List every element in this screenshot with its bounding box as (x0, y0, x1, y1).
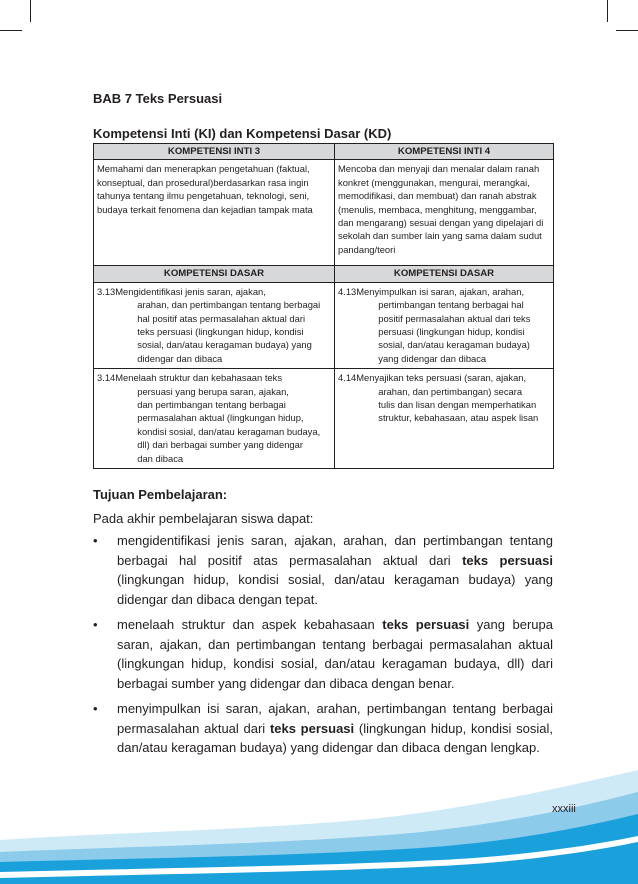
kd-line: kondisi sosial, dan/atau keragaman budaya, (137, 425, 321, 437)
ki3-header: KOMPETENSI INTI 3 (94, 144, 335, 160)
kd-line: sosial, dan/atau keragaman budaya) yang (137, 339, 312, 351)
kd-line: Menyajikan teks persuasi (saran, ajakan, (356, 372, 527, 384)
kd-line: dll) dari berbagai sumber yang didengar (137, 439, 303, 451)
kd-line: persuasi (lingkungan hidup, kondisi (378, 326, 525, 338)
kd-left-header: KOMPETENSI DASAR (94, 266, 335, 282)
kd-line: Menelaah struktur dan kebahasaan teks (115, 372, 283, 384)
emphasis: teks persuasi (382, 617, 470, 632)
kd-right-header: KOMPETENSI DASAR (335, 266, 554, 282)
chapter-title: BAB 7 Teks Persuasi (93, 91, 223, 106)
list-item: • mengidentifikasi jenis saran, ajakan, arahan, dan pertimbangan tentang berbagai hal positif atas permasalahan aktual dari teks persuasi (lingkungan hidup, kondisi sosial, dan/atau keragaman budaya) yang didengar dan dibaca dengan tepat. (93, 533, 553, 607)
crop-mark (0, 30, 22, 31)
learning-goals-title: Tujuan Pembelajaran: (93, 487, 228, 502)
kd-line: dan pertimbangan tentang berbagai (137, 399, 286, 411)
kd-line: arahan, dan pertimbangan) secara (378, 385, 523, 397)
kd-line: hal positif atas permasalahan aktual dari (137, 312, 306, 324)
kd-line: permasalahan aktual (lingkungan hidup, (137, 412, 304, 424)
kd-number: 3.13 (97, 285, 116, 297)
kd-header-row (94, 266, 554, 282)
bullet-icon: • (93, 617, 98, 632)
kd-line: dan dibaca (137, 452, 184, 464)
ki4-text: Mencoba dan menyaji dan menalar dalam ranah konkret (menggunakan, mengurai, merangkai, memodifikasi, dan membuat) dan ranah abstrak (menulis, membaca, menghitung, menggambar, dan mengarang) sesuai dengan yang dipelajari di sekolah dan sumber lain yang sama dalam sudut pandang/teori (335, 160, 554, 266)
kd-item (338, 371, 550, 425)
kd-row (94, 369, 554, 469)
kd-line: tulis dan lisan dengan memperhatikan (378, 399, 537, 411)
crop-mark (30, 0, 31, 22)
section-title: Kompetensi Inti (KI) dan Kompetensi Dasar (KD) (93, 126, 392, 141)
kd-line: didengar dan dibaca (137, 352, 223, 364)
kd-line: teks persuasi (lingkungan hidup, kondisi (137, 326, 304, 338)
bullet-icon: • (93, 701, 98, 716)
kd-line: yang didengar dan dibaca (378, 352, 487, 364)
ki-content-row (94, 160, 554, 266)
kd-number: 4.14 (338, 372, 357, 384)
kd-line: Mengidentifikasi jenis saran, ajakan, (115, 285, 266, 297)
kd-line: Menyimpulkan isi saran, ajakan, arahan, (356, 285, 525, 297)
list-item: • menyimpulkan isi saran, ajakan, arahan, pertimbangan tentang berbagai permasalahan aktual dari teks persuasi (lingkungan hidup, kondisi sosial, dan/atau keragaman budaya) yang didengar dan dibaca dengan lengkap. (93, 701, 553, 755)
bullet-icon: • (93, 533, 98, 548)
list-item: • menelaah struktur dan aspek kebahasaan teks persuasi yang berupa saran, ajakan, dan pertimbangan tentang berbagai permasalahan aktual (lingkungan hidup, kondisi sosial, dan/atau keragaman budaya, dll) dari berbagai sumber yang didengar dan dibaca dengan benar. (93, 617, 553, 691)
learning-goals-list (93, 531, 553, 764)
crop-mark (616, 30, 638, 31)
ki3-text: Memahami dan menerapkan pengetahuan (faktual, konseptual, dan prosedural)berdasarkan rasa ingin tahunya tentang ilmu pengetahuan, teknologi, seni, budaya terkait fenomena dan kejadian tampak mata (94, 160, 335, 266)
kd-number: 4.13 (338, 285, 357, 297)
kd-line: persuasi yang berupa saran, ajakan, (137, 385, 289, 397)
ki4-header: KOMPETENSI INTI 4 (335, 144, 554, 160)
crop-mark (607, 0, 608, 22)
kd-line: struktur, kebahasaan, atau aspek lisan (378, 412, 539, 424)
learning-goals-intro: Pada akhir pembelajaran siswa dapat: (93, 511, 314, 526)
kd-item (97, 285, 331, 365)
competency-table (93, 143, 554, 469)
kd-line: positif permasalahan aktual dari teks (378, 312, 531, 324)
decorative-wave (0, 770, 638, 884)
kd-row (94, 282, 554, 368)
kd-line: pertimbangan tentang berbagai hal (378, 299, 524, 311)
kd-line: sosial, dan/atau keragaman budaya) (378, 339, 530, 351)
ki-header-row (94, 144, 554, 160)
page-number: xxxiii (552, 803, 576, 815)
kd-number: 3.14 (97, 372, 116, 384)
kd-item (97, 371, 331, 465)
emphasis: teks persuasi (462, 552, 553, 568)
emphasis: teks persuasi (269, 720, 355, 736)
kd-item (338, 285, 550, 365)
kd-line: arahan, dan pertimbangan tentang berbagai (137, 299, 321, 311)
